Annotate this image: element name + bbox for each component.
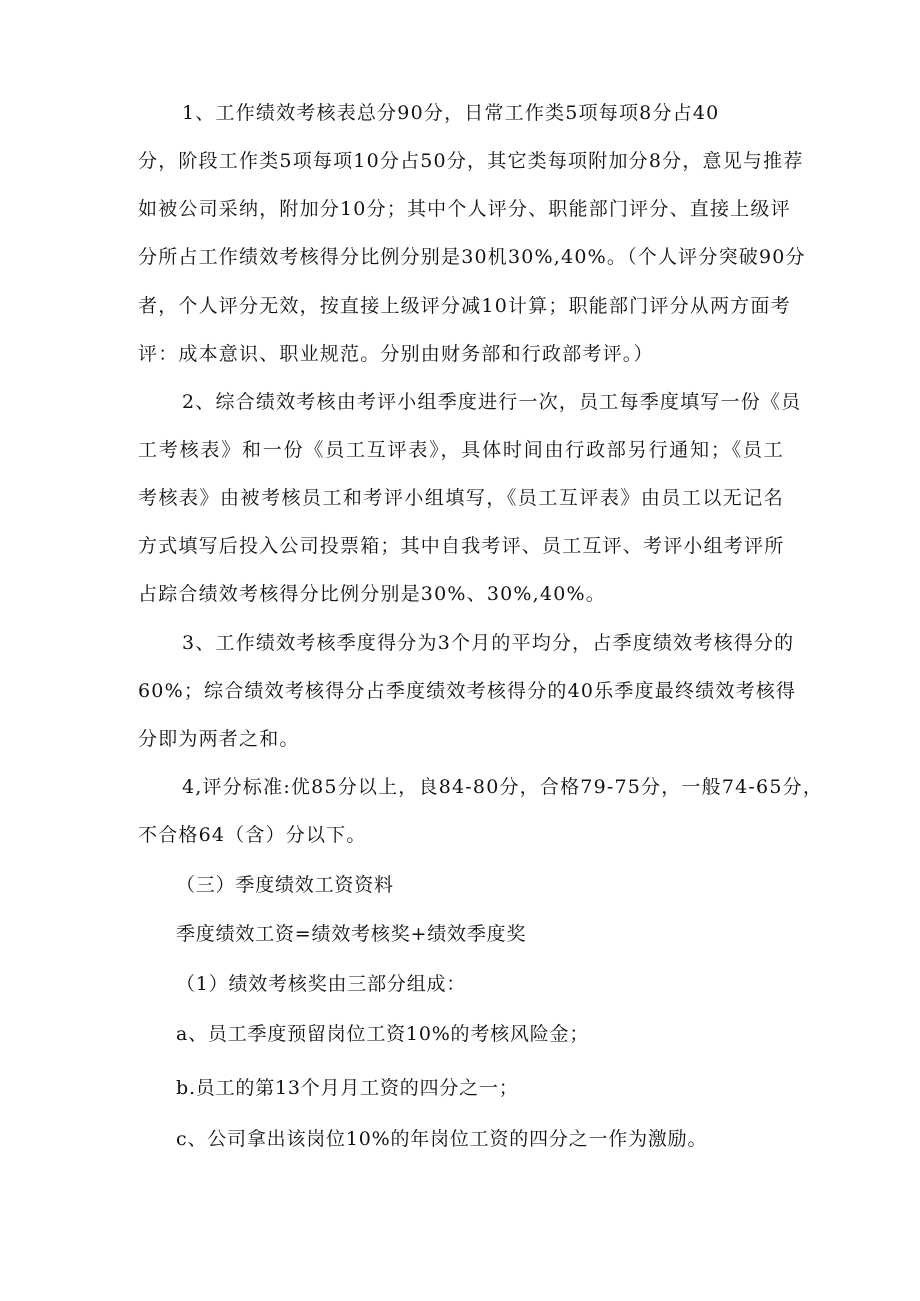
paragraph-3-line-1: 3、工作绩效考核季度得分为3个月的平均分，占季度绩效考核得分的 xyxy=(182,632,795,654)
paragraph-4-line-1: 4,评分标准:优85分以上，良84-80分，合格79-75分，一般74-65分， xyxy=(182,776,824,798)
paragraph-1-line-5: 者，个人评分无效，按直接上级评分减10计算；职能部门评分从两方面考 xyxy=(138,295,791,317)
paragraph-2-line-1: 2、综合绩效考核由考评小组季度进行一次，员工每季度填写一份《员 xyxy=(182,391,802,413)
list-item-b: b.员工的第13个月月工资的四分之一； xyxy=(176,1077,519,1099)
subsection-heading: （1）绩效考核奖由三部分组成： xyxy=(176,973,467,995)
paragraph-2-line-2: 工考核表》和一份《员工互评表》，具体时间由行政部另行通知；《员工 xyxy=(138,439,784,461)
paragraph-3-line-2: 60%；综合绩效考核得分占季度绩效考核得分的40乐季度最终绩效考核得 xyxy=(138,680,797,702)
paragraph-1-line-6: 评：成本意识、职业规范。分别由财务部和行政部考评。） xyxy=(138,343,654,365)
list-item-a: a、员工季度预留岗位工资10%的考核风险金； xyxy=(176,1023,590,1045)
paragraph-2-line-4: 方式填写后投入公司投票箱；其中自我考评、员工互评、考评小组考评所 xyxy=(138,535,785,557)
list-item-c: c、公司拿出该岗位10%的年岗位工资的四分之一作为激励。 xyxy=(176,1128,708,1150)
paragraph-1-line-4: 分所占工作绩效考核得分比例分别是30机30%,40%。（个人评分突破90分 xyxy=(138,246,806,268)
paragraph-2-line-3: 考核表》由被考核员工和考评小组填写，《员工互评表》由员工以无记名 xyxy=(138,487,784,509)
paragraph-1-line-3: 如被公司采纳，附加分10分；其中个人评分、职能部门评分、直接上级评 xyxy=(138,198,791,220)
formula-line: 季度绩效工资=绩效考核奖+绩效季度奖 xyxy=(176,923,527,945)
paragraph-1-line-1: 1、工作绩效考核表总分90分，日常工作类5项每项8分占40 xyxy=(182,102,720,124)
paragraph-3-line-3: 分即为两者之和。 xyxy=(138,728,300,750)
section-heading: （三）季度绩效工资资料 xyxy=(176,874,394,896)
paragraph-1-line-2: 分，阶段工作类5项每项10分占50分，其它类每项附加分8分，意见与推荐 xyxy=(138,150,804,172)
paragraph-4-line-2: 不合格64（含）分以下。 xyxy=(138,824,367,846)
paragraph-2-line-5: 占踪合绩效考核得分比例分别是30%、30%,40%。 xyxy=(138,583,606,605)
